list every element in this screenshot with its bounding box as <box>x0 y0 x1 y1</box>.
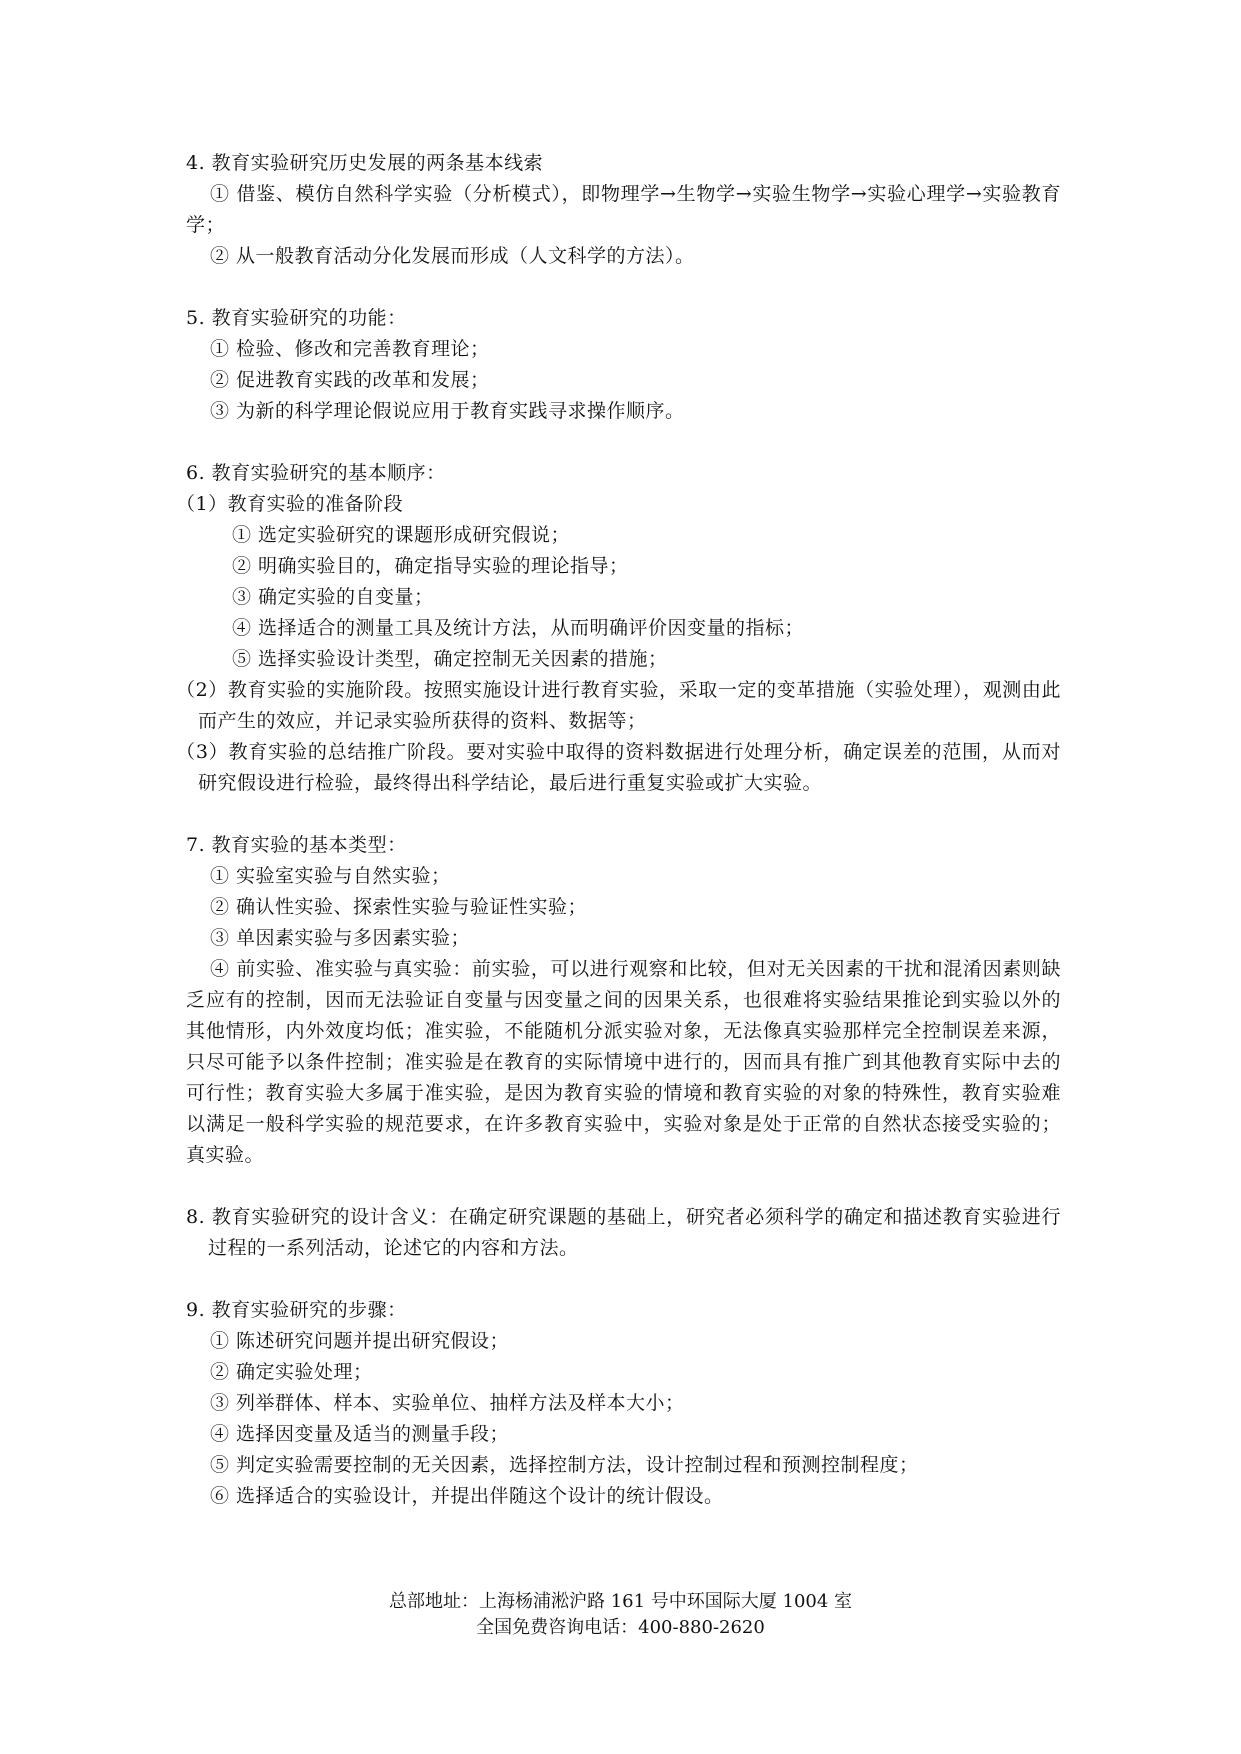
section-heading: 5. 教育实验研究的功能： <box>186 307 407 329</box>
section-7 <box>186 830 1061 1171</box>
list-item: ② 确认性实验、探索性实验与验证性实验； <box>210 896 588 918</box>
list-item: ① 检验、修改和完善教育理论； <box>210 338 490 360</box>
footer-phone: 全国免费咨询电话：400-880-2620 <box>476 1617 765 1638</box>
stage-heading: （1）教育实验的准备阶段 <box>176 493 404 515</box>
section-6 <box>176 458 1061 799</box>
list-item: ⑥ 选择适合的实验设计，并提出伴随这个设计的统计假设。 <box>210 1485 724 1507</box>
section-9 <box>186 1295 1061 1512</box>
list-item: ⑤ 判定实验需要控制的无关因素，选择控制方法，设计控制过程和预测控制程度； <box>210 1454 919 1476</box>
footer-address: 总部地址：上海杨浦淞沪路 161 号中环国际大厦 1004 室 <box>388 1591 853 1612</box>
list-item: ③ 确定实验的自变量； <box>232 586 434 608</box>
stage-paragraph: （2）教育实验的实施阶段。按照实施设计进行教育实验，采取一定的变革措施（实验处理），观测由此而产生的效应，并记录实验所获得的资料、数据等； <box>176 679 1061 732</box>
list-item: ④ 前实验、准实验与真实验：前实验，可以进行观察和比较，但对无关因素的干扰和混淆因素则缺乏应有的控制，因而无法验证自变量与因变量之间的因果关系，也很难将实验结果推论到实验以外的其他情形，内外效度均低；准实验，不能随机分派实验对象，无法像真实验那样完全控制误差来源，只尽可能予以条件控制；准实验是在教育的实际情境中进行的，因而具有推广到其他教育实际中去的可行性；教育实验大多属于准实验，是因为教育实验的情境和教育实验的对象的特殊性，教育实验难以满足一般科学实验的规范要求，在许多教育实验中，实验对象是处于正常的自然状态接受实验的；真实验。 <box>186 958 1061 1166</box>
page-footer <box>0 1589 1241 1641</box>
section-paragraph: 8. 教育实验研究的设计含义：在确定研究课题的基础上，研究者必须科学的确定和描述教育实验进行过程的一系列活动，论述它的内容和方法。 <box>186 1206 1061 1259</box>
section-heading: 6. 教育实验研究的基本顺序： <box>186 462 446 484</box>
list-item: ② 明确实验目的，确定指导实验的理论指导； <box>232 555 629 577</box>
list-item: ④ 选择适合的测量工具及统计方法，从而明确评价因变量的指标； <box>232 617 805 639</box>
list-item: ⑤ 选择实验设计类型，确定控制无关因素的措施； <box>232 648 668 670</box>
list-item: ③ 列举群体、样本、实验单位、抽样方法及样本大小； <box>210 1392 685 1414</box>
list-item: ② 促进教育实践的改革和发展； <box>210 369 490 391</box>
list-item: ① 陈述研究问题并提出研究假设； <box>210 1330 510 1352</box>
section-5 <box>186 303 1061 427</box>
section-4 <box>186 148 1061 272</box>
list-item: ④ 选择因变量及适当的测量手段； <box>210 1423 510 1445</box>
list-item: ② 从一般教育活动分化发展而形成（人文科学的方法）。 <box>210 245 695 267</box>
list-item: ③ 为新的科学理论假说应用于教育实践寻求操作顺序。 <box>210 400 685 422</box>
section-heading: 9. 教育实验研究的步骤： <box>186 1299 407 1321</box>
list-item: ③ 单因素实验与多因素实验； <box>210 927 471 949</box>
list-item: ① 借鉴、模仿自然科学实验（分析模式），即物理学→生物学→实验生物学→实验心理学→实验教育学； <box>186 183 1061 236</box>
list-item: ① 选定实验研究的课题形成研究假说； <box>232 524 571 546</box>
section-heading: 7. 教育实验的基本类型： <box>186 834 407 856</box>
list-item: ① 实验室实验与自然实验； <box>210 865 451 887</box>
section-heading: 4. 教育实验研究历史发展的两条基本线索 <box>186 152 544 174</box>
list-item: ② 确定实验处理； <box>210 1361 373 1383</box>
stage-paragraph: （3）教育实验的总结推广阶段。要对实验中取得的资料数据进行处理分析，确定误差的范围，从而对研究假设进行检验，最终得出科学结论，最后进行重复实验或扩大实验。 <box>176 741 1061 794</box>
document-body <box>176 148 1061 1543</box>
section-8 <box>186 1202 1061 1264</box>
